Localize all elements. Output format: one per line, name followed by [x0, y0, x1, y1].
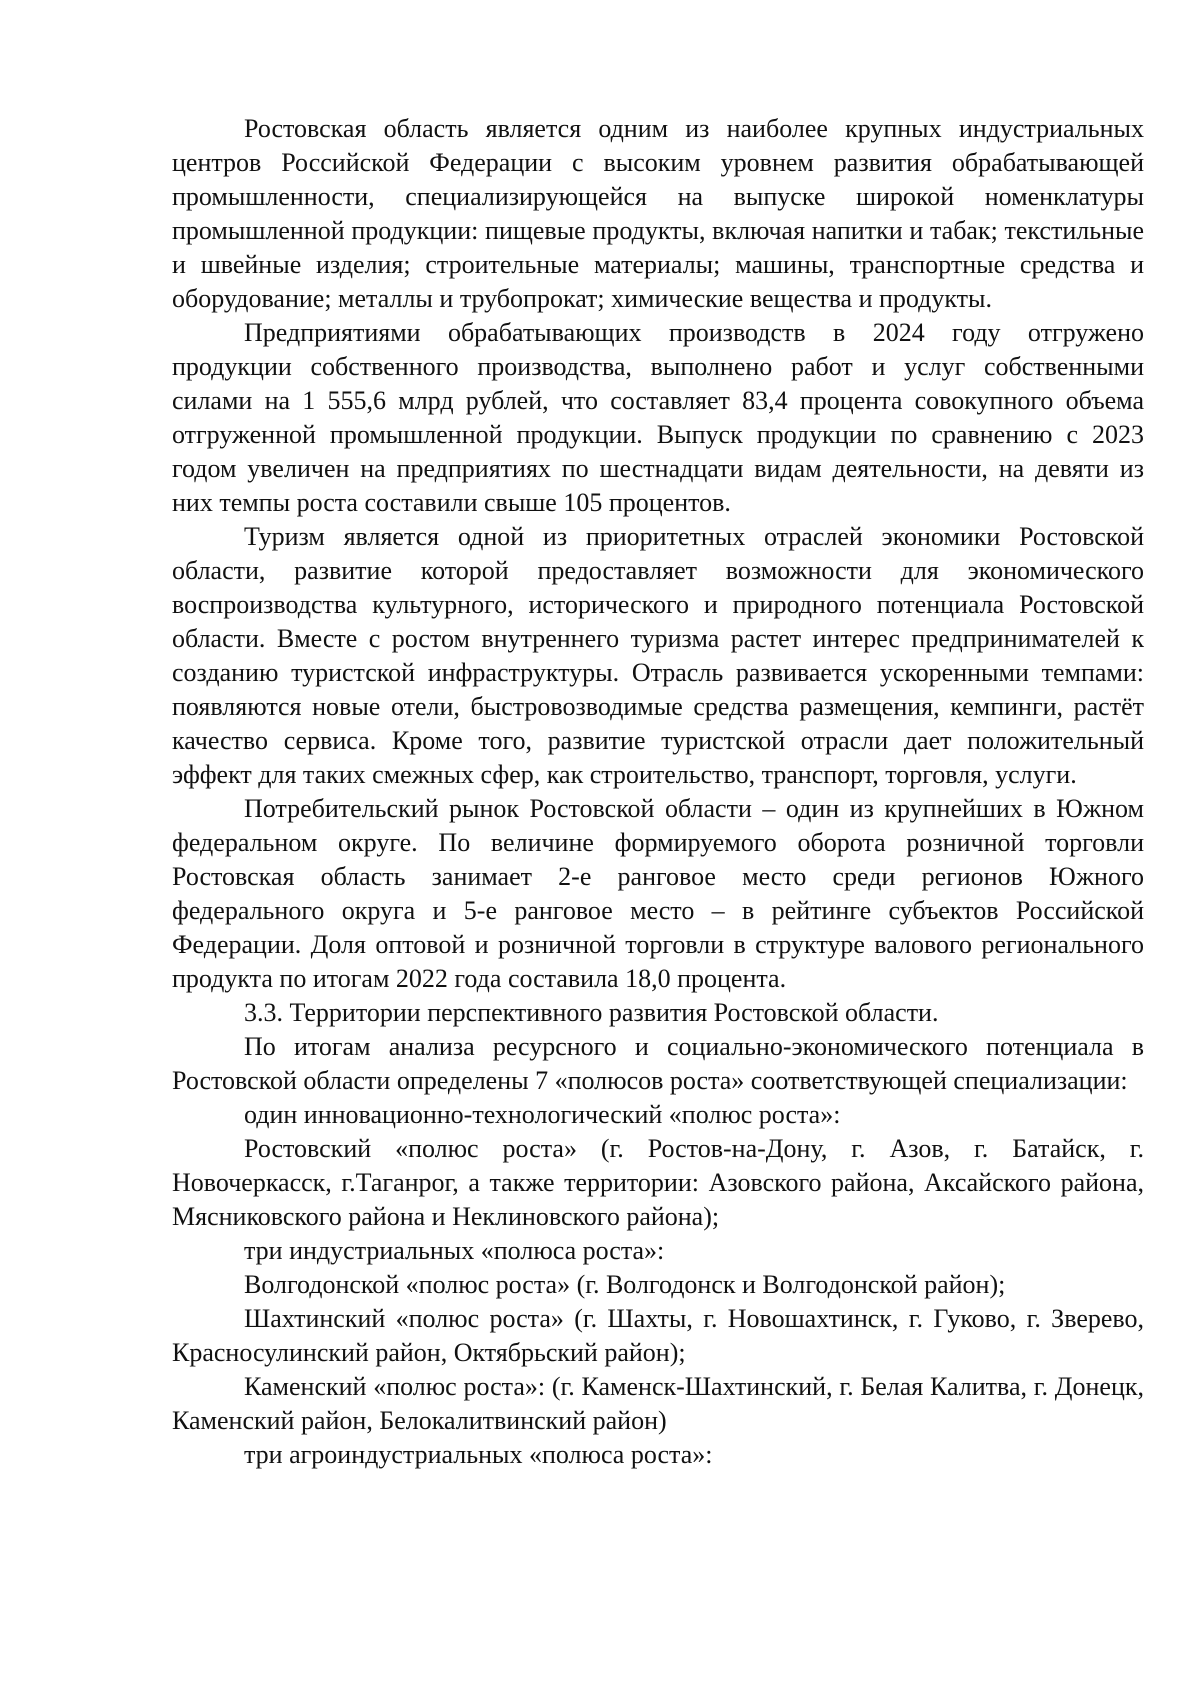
paragraph-kamensk-pole: Каменский «полюс роста»: (г. Каменск-Шахтинский, г. Белая Калитва, г. Донецк, Каменский район, Белокалитвинский район) [172, 1372, 1144, 1435]
section-heading-3-3: 3.3. Территории перспективного развития Ростовской области. [244, 998, 939, 1027]
document-page [172, 112, 1144, 1472]
paragraph-manufacturing-output: Предприятиями обрабатывающих производств в 2024 году отгружено продукции собственного производства, выполнено работ и услуг собственными силами на 1 555,6 млрд рублей, что составляет 83,4 процента совокупного объема отгруженной промышленной продукции. Выпуск продукции по сравнению с 2023 годом увеличен на предприятиях по шестнадцати видам деятельности, на девяти из них темпы роста составили свыше 105 процентов. [172, 318, 1144, 517]
paragraph-rostov-pole: Ростовский «полюс роста» (г. Ростов-на-Дону, г. Азов, г. Батайск, г. Новочеркасск, г.Таганрог, а также территории: Азовского района, Аксайского района, Мясниковского района и Неклиновского района); [172, 1134, 1144, 1231]
paragraph-growth-poles-intro: По итогам анализа ресурсного и социально-экономического потенциала в Ростовской области определены 7 «полюсов роста» соответствующей специализации: [172, 1032, 1144, 1095]
paragraph-innovation-pole-heading: один инновационно-технологический «полюс роста»: [244, 1100, 841, 1129]
paragraph-tourism: Туризм является одной из приоритетных отраслей экономики Ростовской области, развитие которой предоставляет возможности для экономического воспроизводства культурного, исторического и природного потенциала Ростовской области. Вместе с ростом внутреннего туризма растет интерес предпринимателей к созданию туристской инфраструктуры. Отрасль развивается ускоренными темпами: появляются новые отели, быстровозводимые средства размещения, кемпинги, растёт качество сервиса. Кроме того, развитие туристской отрасли дает положительный эффект для таких смежных сфер, как строительство, транспорт, торговля, услуги. [172, 522, 1144, 789]
paragraph-industrial-poles-heading: три индустриальных «полюса роста»: [244, 1236, 665, 1265]
paragraph-agro-poles-heading: три агроиндустриальных «полюса роста»: [244, 1440, 713, 1469]
paragraph-manufacturing-overview: Ростовская область является одним из наиболее крупных индустриальных центров Российской Федерации с высоким уровнем развития обрабатывающей промышленности, специализирующейся на выпуске широкой номенклатуры промышленной продукции: пищевые продукты, включая напитки и табак; текстильные и швейные изделия; строительные материалы; машины, транспортные средства и оборудование; металлы и трубопрокат; химические вещества и продукты. [172, 114, 1144, 313]
paragraph-consumer-market: Потребительский рынок Ростовской области – один из крупнейших в Южном федеральном округе. По величине формируемого оборота розничной торговли Ростовская область занимает 2-е ранговое место среди регионов Южного федерального округа и 5-е ранговое место – в рейтинге субъектов Российской Федерации. Доля оптовой и розничной торговли в структуре валового регионального продукта по итогам 2022 года составила 18,0 процента. [172, 794, 1144, 993]
paragraph-volgodonsk-pole: Волгодонской «полюс роста» (г. Волгодонск и Волгодонской район); [244, 1270, 1006, 1299]
paragraph-shakhty-pole: Шахтинский «полюс роста» (г. Шахты, г. Новошахтинск, г. Гуково, г. Зверево, Красносулинский район, Октябрьский район); [172, 1304, 1144, 1367]
